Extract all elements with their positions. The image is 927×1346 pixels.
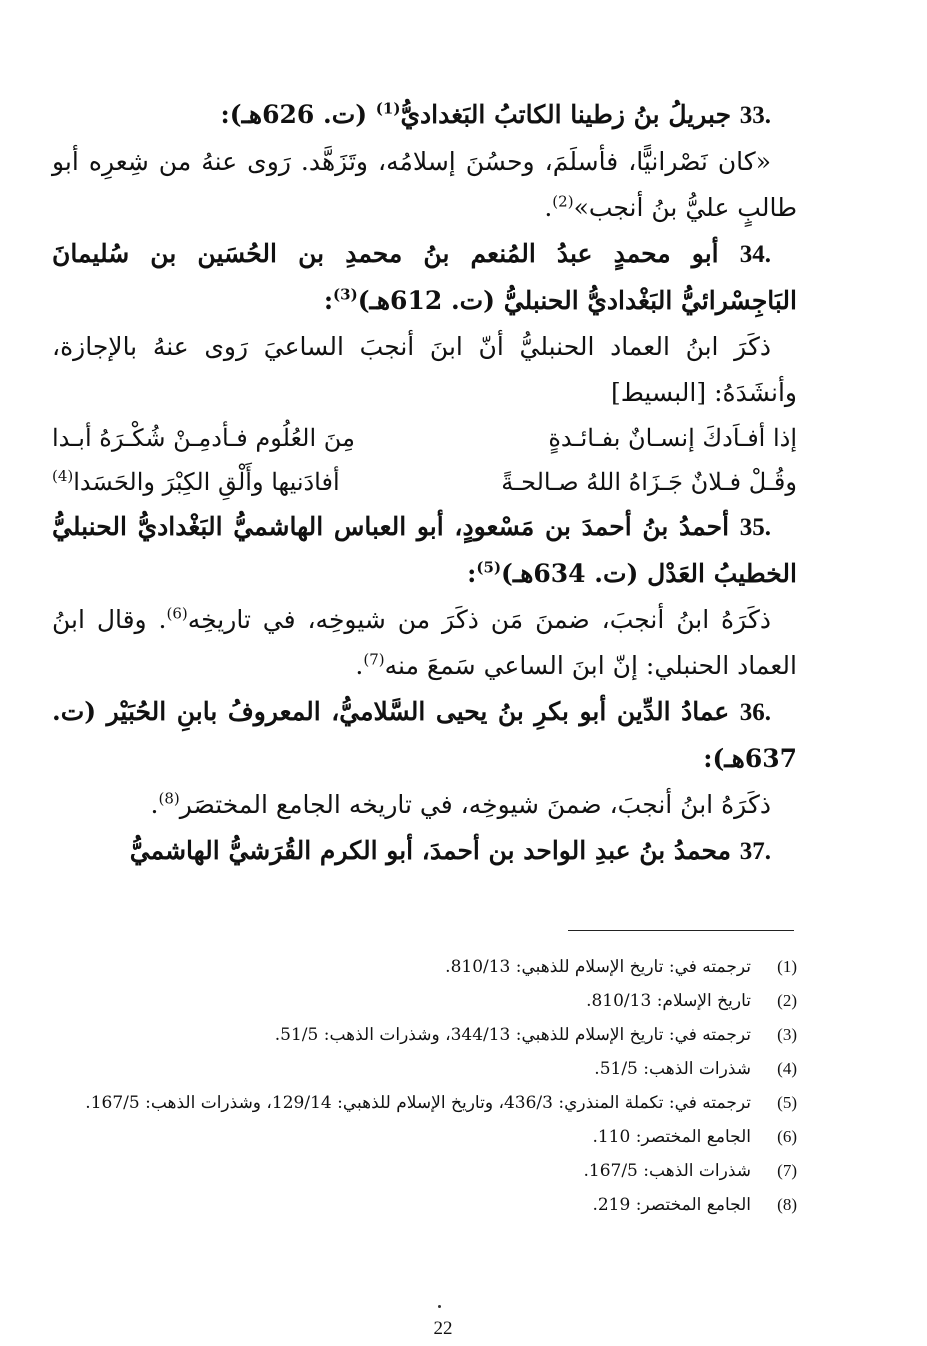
footnote-text: ترجمته في: تاريخ الإسلام للذهبي: 810/13. xyxy=(445,957,751,977)
entry-35-text xyxy=(52,597,797,689)
death-date: (ت. 626هـ): xyxy=(220,100,368,129)
death-date: (ت. 612هـ) xyxy=(357,286,496,315)
footnote-text: ترجمته في: تكملة المنذري: 436/3، وتاريخ الإسلام للذهبي: 129/14، وشذرات الذهب: 167/5. xyxy=(85,1093,751,1113)
footnote-number: (4) xyxy=(777,1059,797,1078)
entry-body: ذكَرَهُ ابنُ أنجبَ، ضمنَ مَن ذكَرَ من شيوخِه، في تاريخِه xyxy=(187,605,771,634)
footnote-number: (7) xyxy=(777,1161,797,1180)
verse-text: أفادَنيها وأَلْقِ الكِبْرَ والحَسَدا xyxy=(73,468,340,496)
punctuation: . xyxy=(150,790,159,819)
entry-37-heading xyxy=(52,828,797,875)
entry-33-heading xyxy=(52,92,797,139)
death-date: (ت. 637هـ): xyxy=(52,697,797,773)
entry-name: جبريلُ بنُ زطينا الكاتبُ البَغداديُّ xyxy=(400,100,732,129)
footnote-text: الجامع المختصر: 219. xyxy=(592,1195,751,1215)
footnote-text: ترجمته في: تاريخ الإسلام للذهبي: 344/13، وشذرات الذهب: 51/5. xyxy=(274,1025,751,1045)
entry-number: 34. xyxy=(739,241,771,268)
footnote-ref[interactable]: (3) xyxy=(333,285,358,304)
footnote-ref[interactable]: (6) xyxy=(166,604,188,623)
footnote-item xyxy=(52,950,797,984)
footnote-number: (5) xyxy=(777,1093,797,1112)
entry-number: 33. xyxy=(739,102,771,129)
verse-hemistich xyxy=(52,460,410,504)
verse-hemistich: إذا أفـاَدكَ إنسـانٌ بفـائـدةٍ xyxy=(548,424,797,452)
footnote-number: (2) xyxy=(777,991,797,1010)
entry-body: ذكَرَهُ ابنُ أنجبَ، ضمنَ شيوخِه، في تاريخه الجامع المختصَر xyxy=(179,790,771,819)
entry-number: 37. xyxy=(739,838,771,865)
footnote-number: (8) xyxy=(777,1195,797,1214)
footnote-separator xyxy=(568,930,794,931)
footnotes xyxy=(52,950,797,1222)
print-speck xyxy=(438,1305,441,1308)
verse-hemistich: وقُـلْ فـلانٌ جَـزَاهُ اللهُ صـالحـةً xyxy=(501,468,797,496)
footnote-item xyxy=(52,1018,797,1052)
footnote-ref[interactable]: (7) xyxy=(363,650,385,669)
entry-name: محمدُ بنُ عبدِ الواحد بن أحمدَ، أبو الكرم القُرَشيُّ الهاشميُّ xyxy=(129,836,732,865)
entry-body: «كان نَصْرانيًّا، فأسلَمَ، وحسُنَ إسلامُه، وتَزَهَّد. رَوى عنهُ من شِعرِه أبو طالبٍ عليُّ بنُ أنجب» xyxy=(52,147,797,222)
punctuation: . xyxy=(355,651,364,680)
entry-body: ذكَرَ ابنُ العماد الحنبليُّ أنّ ابنَ أنجبَ الساعيَ رَوى عنهُ بالإجازة، وأنشَدَهُ: [البسيط] xyxy=(52,332,797,407)
punctuation: : xyxy=(323,286,334,315)
footnote-text: تاريخ الإسلام: 810/13. xyxy=(586,991,751,1011)
footnote-item xyxy=(52,1052,797,1086)
entry-number: 35. xyxy=(739,514,771,541)
footnote-item xyxy=(52,984,797,1018)
footnote-ref[interactable]: (2) xyxy=(552,192,574,211)
entry-35-heading xyxy=(52,504,797,597)
main-text xyxy=(52,92,797,875)
entry-name: أحمدُ بنُ أحمدَ بن مَسْعودٍ، أبو العباس الهاشميُّ البَغْداديُّ الحنبليُّ الخطيبُ العَدْل xyxy=(52,512,797,588)
footnote-number: (6) xyxy=(777,1127,797,1146)
footnote-number: (1) xyxy=(777,957,797,976)
punctuation: . xyxy=(544,193,553,222)
footnote-number: (3) xyxy=(777,1025,797,1044)
entry-36-heading xyxy=(52,689,797,782)
footnote-item xyxy=(52,1120,797,1154)
footnote-text: شذرات الذهب: 51/5. xyxy=(594,1059,751,1079)
entry-body: . وقال ابنُ العماد الحنبلي: إنّ ابنَ الساعي سَمعَ منه xyxy=(52,605,797,680)
verse-line-1 xyxy=(52,416,797,460)
page-number: 22 xyxy=(433,1318,453,1339)
footnote-ref[interactable]: (1) xyxy=(375,99,401,118)
footnote-ref[interactable]: (4) xyxy=(52,467,74,485)
entry-name: أبو محمدٍ عبدُ المُنعم بنُ محمدِ بن الحُسَين بن سُليمانَ البَاجِسْرائيُّ البَغْداديُّ الحنبليُّ xyxy=(52,239,797,315)
verse-hemistich: مِنَ العُلُوم فـأدمِـنْ شُكْـرَهُ أبـدا xyxy=(52,424,355,452)
entry-34-text xyxy=(52,324,797,416)
entry-number: 36. xyxy=(739,699,771,726)
footnote-ref[interactable]: (8) xyxy=(158,789,180,808)
death-date: (ت. 634هـ) xyxy=(501,559,639,588)
footnote-text: الجامع المختصر: 110. xyxy=(592,1127,751,1147)
punctuation: : xyxy=(467,559,477,588)
verse-line-2 xyxy=(52,460,797,504)
footnote-ref[interactable]: (5) xyxy=(476,558,502,577)
footnote-item xyxy=(52,1154,797,1188)
entry-36-text xyxy=(52,782,797,828)
footnote-text: شذرات الذهب: 167/5. xyxy=(583,1161,751,1181)
footnote-item xyxy=(52,1188,797,1222)
entry-name: عمادُ الدِّين أبو بكرِ بنُ يحيى السَّلاميُّ، المعروفُ بابنِ الحُبَيْر xyxy=(106,697,730,726)
footnote-item xyxy=(52,1086,797,1120)
entry-33-text xyxy=(52,139,797,231)
entry-34-heading xyxy=(52,231,797,324)
